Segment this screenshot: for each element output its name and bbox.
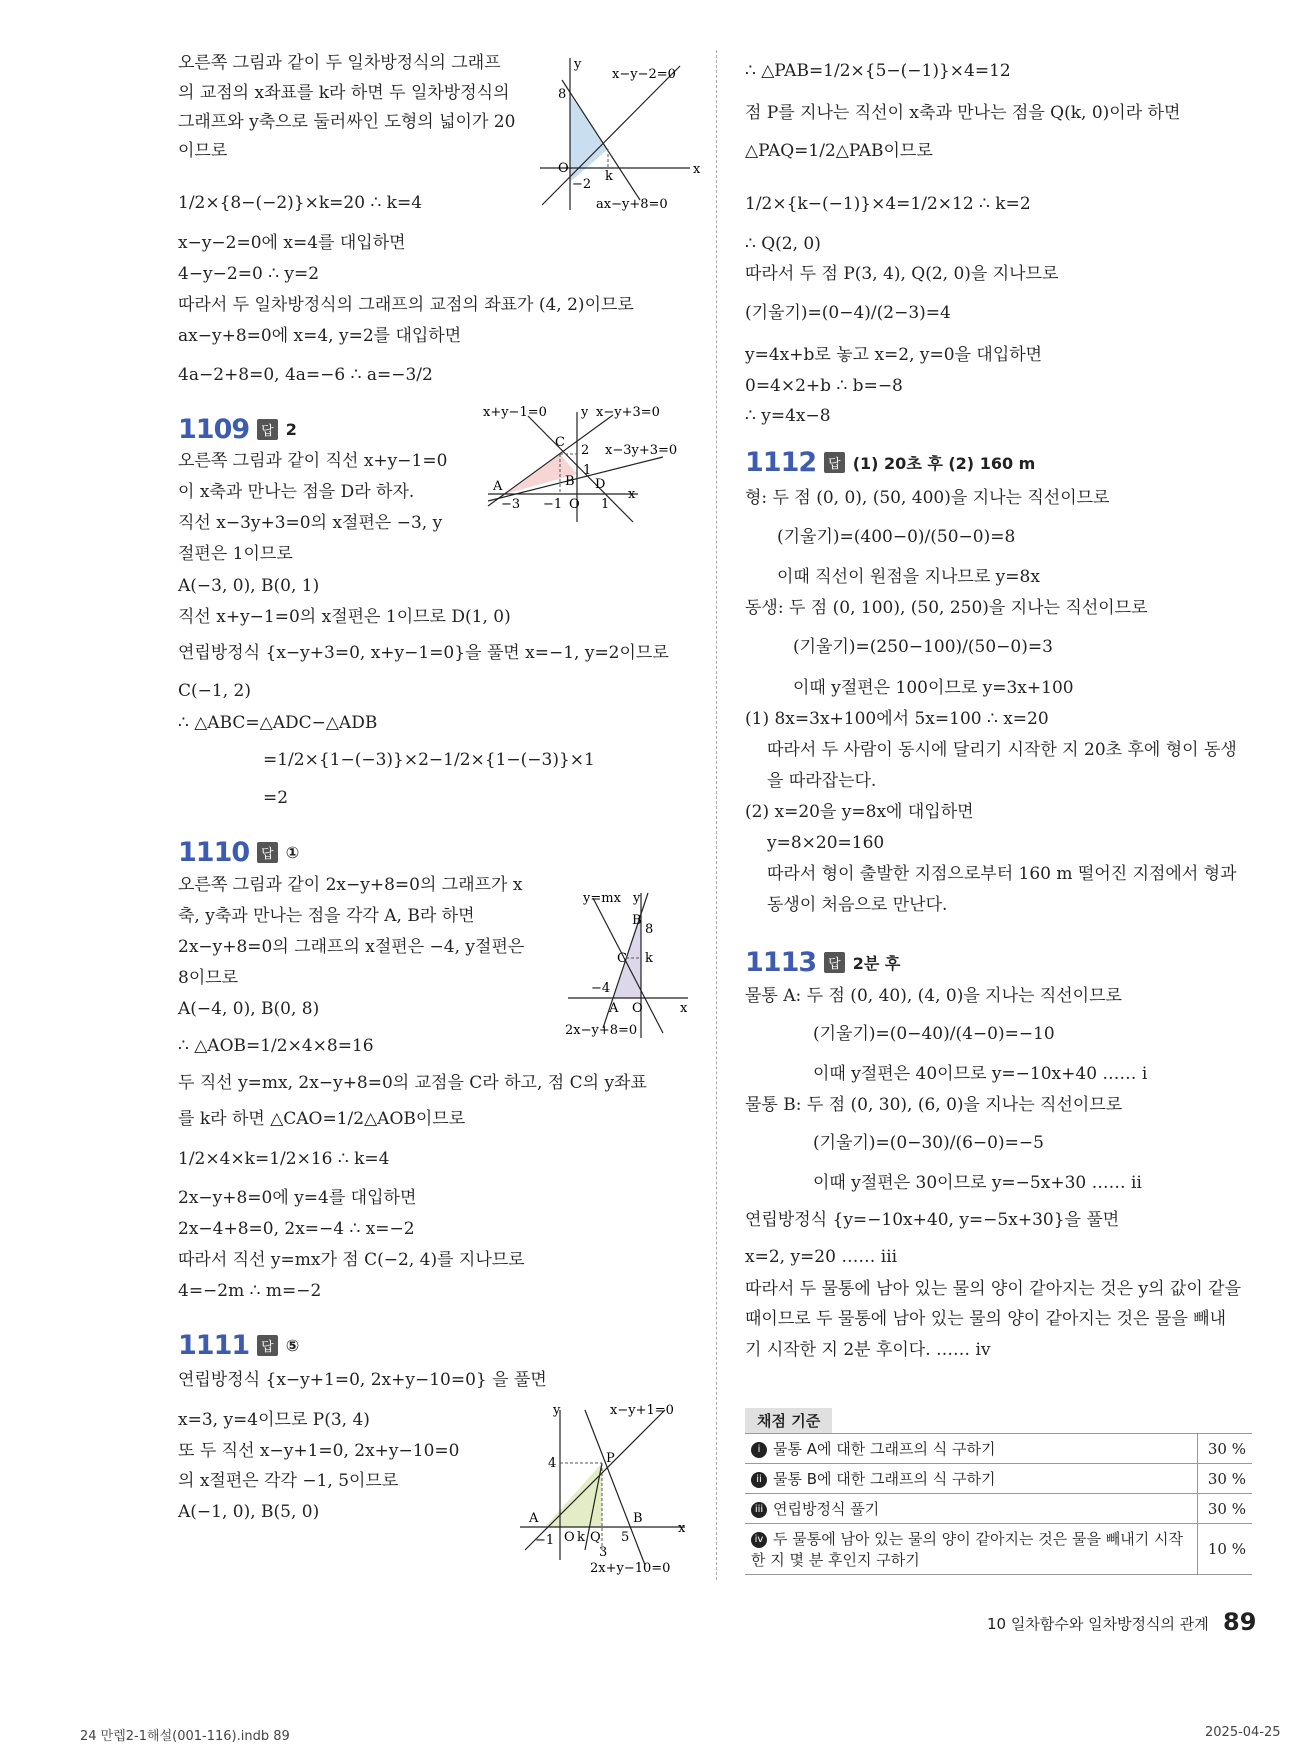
text-line: 4a−2+8=0, 4a=−6 ∴ a=−3/2: [178, 365, 433, 385]
text-line: 2x−4+8=0, 2x=−4 ∴ x=−2: [178, 1219, 415, 1239]
origin-label: O: [564, 1530, 575, 1545]
x-axis-label: x: [678, 1521, 686, 1536]
mark-badge: i: [751, 1442, 767, 1458]
text-line: 동생이 처음으로 만난다.: [767, 895, 948, 915]
point-B-label: B: [632, 913, 642, 928]
chapter-title: 10 일차함수와 일차방정식의 관계: [987, 1615, 1209, 1633]
text-line: x=2, y=20 …… ⅲ: [745, 1247, 898, 1267]
text-line: (기울기)=(0−4)/(2−3)=4: [745, 303, 951, 323]
table-row: [745, 1464, 1252, 1494]
figure-1109: [483, 402, 698, 532]
text-line: (기울기)=(0−40)/(4−0)=−10: [813, 1024, 1055, 1044]
tick-label: 5: [621, 1530, 630, 1545]
text-line: 오른쪽 그림과 같이 2x−y+8=0의 그래프가 x: [178, 875, 523, 895]
text-line: ∴ △ABC=△ADC−△ADB: [178, 713, 378, 733]
tick-label: −1: [543, 497, 563, 512]
column-divider: [716, 50, 717, 1580]
criterion-text: 두 물통에 남아 있는 물의 양이 같아지는 것은 물을 빼내기 시작한 지 몇 분 후인지 구하기: [751, 1530, 1183, 1569]
line-label: x−3y+3=0: [605, 443, 678, 458]
text-line: 그래프와 y축으로 둘러싸인 도형의 넓이가 20: [178, 112, 516, 132]
text-line: 4−y−2=0 ∴ y=2: [178, 264, 320, 284]
text-line: ∴ △AOB=1/2×4×8=16: [178, 1036, 374, 1056]
answer-tag: 답: [824, 452, 845, 473]
text-line: (기울기)=(0−30)/(6−0)=−5: [813, 1133, 1044, 1153]
text-line: 따라서 직선 y=mx가 점 C(−2, 4)를 지나므로: [178, 1250, 525, 1270]
y-axis-label: y: [633, 891, 641, 906]
text-line: 4=−2m ∴ m=−2: [178, 1281, 322, 1301]
print-date: 2025-04-25: [1205, 1725, 1281, 1740]
line-label: x−y+3=0: [596, 405, 660, 420]
x-axis-label: x: [680, 1001, 688, 1016]
text-line: 기 시작한 지 2분 후이다. …… ⅳ: [745, 1340, 991, 1360]
text-line: 오른쪽 그림과 같이 직선 x+y−1=0: [178, 451, 448, 471]
criterion-pct: 30 %: [1198, 1494, 1253, 1524]
text-line: ∴ △PAB=1/2×{5−(−1)}×4=12: [745, 61, 1011, 81]
text-line: 형: 두 점 (0, 0), (50, 400)을 지나는 직선이므로: [745, 488, 1110, 508]
text-line: 두 직선 y=mx, 2x−y+8=0의 교점을 C라 하고, 점 C의 y좌표: [178, 1073, 647, 1093]
point-C-label: C: [617, 951, 627, 966]
text-line: 따라서 두 물통에 남아 있는 물의 양이 같아지는 것은 y의 값이 같을: [745, 1279, 1242, 1299]
criterion-pct: 10 %: [1198, 1524, 1253, 1575]
tick-label: 3: [599, 1545, 608, 1560]
text-line: 오른쪽 그림과 같이 두 일차방정식의 그래프: [178, 53, 501, 73]
answer-tag: 답: [257, 1335, 278, 1356]
answer: 2: [285, 419, 297, 439]
text-line: (2) x=20을 y=8x에 대입하면: [745, 802, 974, 822]
text-line: 축, y축과 만나는 점을 각각 A, B라 하면: [178, 906, 475, 926]
text-line: x−y−2=0에 x=4를 대입하면: [178, 233, 406, 253]
file-info: 24 만렙2-1해설(001-116).indb 89: [80, 1729, 290, 1744]
text-line: 직선 x−3y+3=0의 x절편은 −3, y: [178, 513, 443, 533]
k-label: k: [645, 951, 653, 966]
text-line: A(−3, 0), B(0, 1): [178, 576, 320, 596]
criterion-text: 물통 A에 대한 그래프의 식 구하기: [773, 1440, 996, 1458]
text-line: 1/2×{8−(−2)}×k=20 ∴ k=4: [178, 193, 423, 213]
k-label: k: [577, 1530, 585, 1545]
text-line: 동생: 두 점 (0, 100), (50, 250)을 지나는 직선이므로: [745, 598, 1148, 618]
text-line: 1/2×{k−(−1)}×4=1/2×12 ∴ k=2: [745, 194, 1031, 214]
x-axis-label: x: [628, 487, 636, 502]
text-line: 이때 y절편은 40이므로 y=−10x+40 …… ⅰ: [813, 1064, 1148, 1084]
line-label: 2x−y+8=0: [565, 1023, 638, 1038]
line-label: x−y+1=0: [610, 1403, 674, 1418]
mark-badge: iv: [751, 1532, 767, 1548]
problem-header-1113: [745, 945, 900, 979]
tick-label: 1: [583, 463, 592, 478]
text-line: 직선 x+y−1=0의 x절편은 1이므로 D(1, 0): [178, 607, 511, 627]
criterion-text: 연립방정식 풀기: [773, 1500, 880, 1518]
problem-header-1111: [178, 1328, 299, 1362]
point-A-label: A: [493, 479, 503, 494]
problem-number: 1111: [178, 1329, 250, 1361]
point-P-label: P: [606, 1451, 615, 1466]
answer-tag: 답: [257, 419, 278, 440]
problem-header-1110: [178, 835, 299, 869]
answer-tag: 답: [257, 842, 278, 863]
text-line: 물통 A: 두 점 (0, 40), (4, 0)을 지나는 직선이므로: [745, 986, 1122, 1006]
text-line: 따라서 형이 출발한 지점으로부터 160 m 떨어진 지점에서 형과: [767, 864, 1237, 884]
y-axis-label: y: [581, 405, 589, 420]
text-line: =2: [263, 788, 289, 808]
text-line: 1/2×4×k=1/2×16 ∴ k=4: [178, 1149, 390, 1169]
tick-label: 8: [645, 922, 654, 937]
point-C-label: C: [555, 435, 565, 450]
answer: ⑤: [285, 1335, 300, 1355]
text-line: A(−1, 0), B(5, 0): [178, 1502, 320, 1522]
tick-label: −1: [535, 1533, 555, 1548]
text-line: 이므로: [178, 141, 228, 161]
text-line: (기울기)=(400−0)/(50−0)=8: [777, 527, 1016, 547]
text-line: 이때 직선이 원점을 지나므로 y=8x: [777, 567, 1040, 587]
tick-label: 4: [548, 1456, 557, 1471]
text-line: (기울기)=(250−100)/(50−0)=3: [793, 637, 1053, 657]
text-line: ax−y+8=0에 x=4, y=2를 대입하면: [178, 326, 462, 346]
criterion-pct: 30 %: [1198, 1464, 1253, 1494]
text-line: (1) 8x=3x+100에서 5x=100 ∴ x=20: [745, 709, 1049, 729]
origin-label: O: [632, 1001, 643, 1016]
text-line: y=4x+b로 놓고 x=2, y=0을 대입하면: [745, 345, 1043, 365]
criterion-text: 물통 B에 대한 그래프의 식 구하기: [773, 1470, 996, 1488]
text-line: 이 x축과 만나는 점을 D라 하자.: [178, 482, 415, 502]
problem-number: 1112: [745, 446, 817, 478]
line-label: x−y−2=0: [612, 67, 676, 82]
x-axis-label: x: [693, 162, 701, 177]
figure-1108: [530, 50, 700, 220]
grading-title: 채점 기준: [745, 1408, 832, 1433]
table-row: [745, 1434, 1252, 1464]
point-B-label: B: [633, 1511, 643, 1526]
text-line: A(−4, 0), B(0, 8): [178, 999, 320, 1019]
point-A-label: A: [609, 1001, 619, 1016]
text-line: 2x−y+8=0에 y=4를 대입하면: [178, 1188, 417, 1208]
tick-label: −3: [501, 497, 521, 512]
line-label: 2x+y−10=0: [590, 1561, 671, 1576]
line-label: x+y−1=0: [483, 405, 547, 420]
intercept-label: −2: [572, 177, 592, 192]
text-line: 물통 B: 두 점 (0, 30), (6, 0)을 지나는 직선이므로: [745, 1095, 1123, 1115]
table-row: [745, 1494, 1252, 1524]
line-label: y=mx: [583, 891, 621, 906]
mark-badge: ii: [751, 1472, 767, 1488]
text-line: 때이므로 두 물통에 남아 있는 물의 양이 같아지는 것은 물을 빼내: [745, 1309, 1227, 1329]
text-line: 0=4×2+b ∴ b=−8: [745, 376, 903, 396]
text-line: 의 x절편은 각각 −1, 5이므로: [178, 1471, 399, 1491]
text-line: x=3, y=4이므로 P(3, 4): [178, 1410, 370, 1430]
text-line: 연립방정식 {x−y+1=0, 2x+y−10=0} 을 풀면: [178, 1370, 547, 1390]
text-line: 이때 y절편은 100이므로 y=3x+100: [793, 678, 1074, 698]
text-line: ∴ Q(2, 0): [745, 234, 821, 254]
answer: ①: [285, 842, 300, 862]
text-line: 2x−y+8=0의 그래프의 x절편은 −4, y절편은: [178, 937, 525, 957]
k-label: k: [605, 169, 613, 184]
problem-number: 1109: [178, 413, 250, 445]
text-line: =1/2×{1−(−3)}×2−1/2×{1−(−3)}×1: [263, 750, 595, 770]
text-line: 8이므로: [178, 968, 239, 988]
text-line: y=8×20=160: [767, 833, 885, 853]
tick-label: 1: [601, 497, 610, 512]
tick-label: 2: [581, 443, 590, 458]
grading-criteria: [745, 1408, 1252, 1575]
text-line: 의 교점의 x좌표를 k라 하면 두 일차방정식의: [178, 83, 510, 103]
text-line: 따라서 두 일차방정식의 그래프의 교점의 좌표가 (4, 2)이므로: [178, 295, 634, 315]
text-line: 연립방정식 {y=−10x+40, y=−5x+30}을 풀면: [745, 1210, 1120, 1230]
intercept-label: 8: [558, 87, 567, 102]
text-line: 따라서 두 사람이 동시에 달리기 시작한 지 20초 후에 형이 동생: [767, 740, 1237, 760]
answer-tag: 답: [824, 952, 845, 973]
text-line: 점 P를 지나는 직선이 x축과 만나는 점을 Q(k, 0)이라 하면: [745, 103, 1181, 123]
table-row: [745, 1524, 1252, 1575]
mark-badge: iii: [751, 1502, 767, 1518]
text-line: 또 두 직선 x−y+1=0, 2x+y−10=0: [178, 1441, 460, 1461]
problem-number: 1110: [178, 836, 250, 868]
point-B-label: B: [565, 474, 575, 489]
origin-label: O: [558, 161, 569, 176]
problem-number: 1113: [745, 946, 817, 978]
point-Q-label: Q: [590, 1530, 601, 1545]
line-label: ax−y+8=0: [596, 197, 668, 212]
problem-header-1109: [178, 412, 297, 446]
text-line: 따라서 두 점 P(3, 4), Q(2, 0)을 지나므로: [745, 264, 1059, 284]
figure-1111: [515, 1400, 695, 1575]
text-line: 을 따라잡는다.: [767, 771, 877, 791]
point-D-label: D: [595, 477, 606, 492]
origin-label: O: [569, 497, 580, 512]
tick-label: −4: [591, 981, 611, 996]
answer: 2분 후: [852, 953, 901, 973]
point-A-label: A: [529, 1511, 539, 1526]
text-line: ∴ y=4x−8: [745, 406, 831, 426]
text-line: 를 k라 하면 △CAO=1/2△AOB이므로: [178, 1109, 466, 1129]
answer: (1) 20초 후 (2) 160 m: [852, 453, 1036, 473]
text-line: 절편은 1이므로: [178, 544, 293, 564]
text-line: 이때 y절편은 30이므로 y=−5x+30 …… ⅱ: [813, 1173, 1142, 1193]
problem-header-1112: [745, 445, 1035, 479]
y-axis-label: y: [574, 57, 582, 72]
grading-table: [745, 1433, 1252, 1575]
text-line: △PAQ=1/2△PAB이므로: [745, 141, 933, 161]
criterion-pct: 30 %: [1198, 1434, 1253, 1464]
text-line: 연립방정식 {x−y+3=0, x+y−1=0}을 풀면 x=−1, y=2이므로: [178, 643, 669, 663]
page-number: 89: [1223, 1608, 1257, 1636]
text-line: C(−1, 2): [178, 681, 251, 701]
figure-1110: [563, 888, 703, 1048]
y-axis-label: y: [553, 1403, 561, 1418]
